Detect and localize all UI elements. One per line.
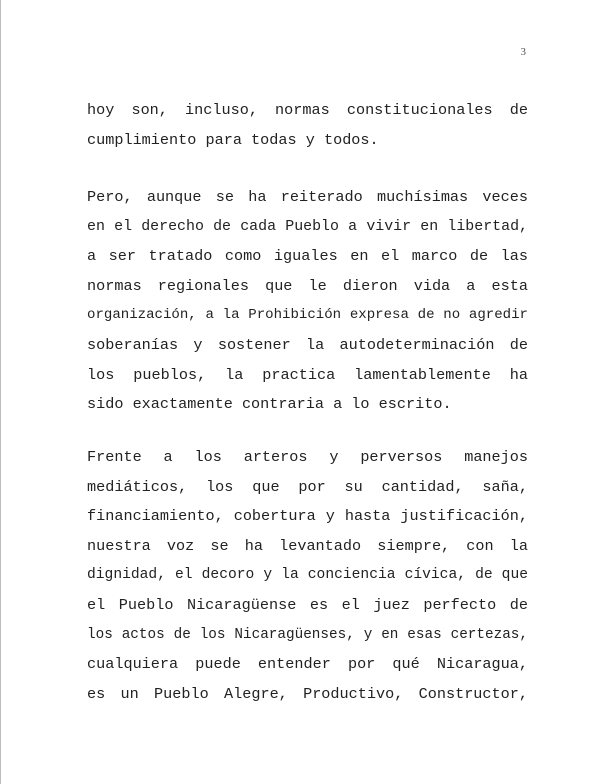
text-line: Frente a los arteros y perversos manejos <box>87 448 528 466</box>
paragraph-2 <box>87 183 528 420</box>
text-line: normas regionales que le dieron vida a esta <box>87 276 528 295</box>
text-line: cualquiera puede entender por qué Nicaragua, <box>87 655 528 674</box>
text-line: cumplimiento para todas y todos. <box>87 130 379 149</box>
text-line: a ser tratado como iguales en el marco de las <box>87 247 528 266</box>
text-line: el Pueblo Nicaragüense es el juez perfecto de <box>87 595 528 614</box>
text-line: dignidad, el decoro y la conciencia cívica, de que <box>87 567 528 584</box>
text-line: los pueblos, la practica lamentablemente ha <box>87 365 528 384</box>
text-line: en el derecho de cada Pueblo a vivir en libertad, <box>87 218 528 235</box>
text-line: organización, a la Prohibición expresa de no agredir <box>87 307 528 324</box>
paragraph-1 <box>87 96 528 155</box>
text-line: sido exactamente contraria a lo escrito. <box>87 395 452 414</box>
text-line: soberanías y sostener la autodeterminación de <box>87 335 528 354</box>
text-line: hoy son, incluso, normas constitucionales de <box>87 101 528 119</box>
text-line: financiamiento, cobertura y hasta justificación, <box>87 507 528 526</box>
page-number: 3 <box>520 46 526 58</box>
text-line: nuestra voz se ha levantado siempre, con la <box>87 536 528 555</box>
paragraph-3 <box>87 443 528 709</box>
text-line: es un Pueblo Alegre, Productivo, Constructor, <box>87 684 528 703</box>
text-line: los actos de los Nicaragüenses, y en esas certezas, <box>87 626 528 643</box>
text-line: Pero, aunque se ha reiterado muchísimas veces <box>87 188 528 206</box>
text-line: mediáticos, los que por su cantidad, saña, <box>87 477 528 496</box>
